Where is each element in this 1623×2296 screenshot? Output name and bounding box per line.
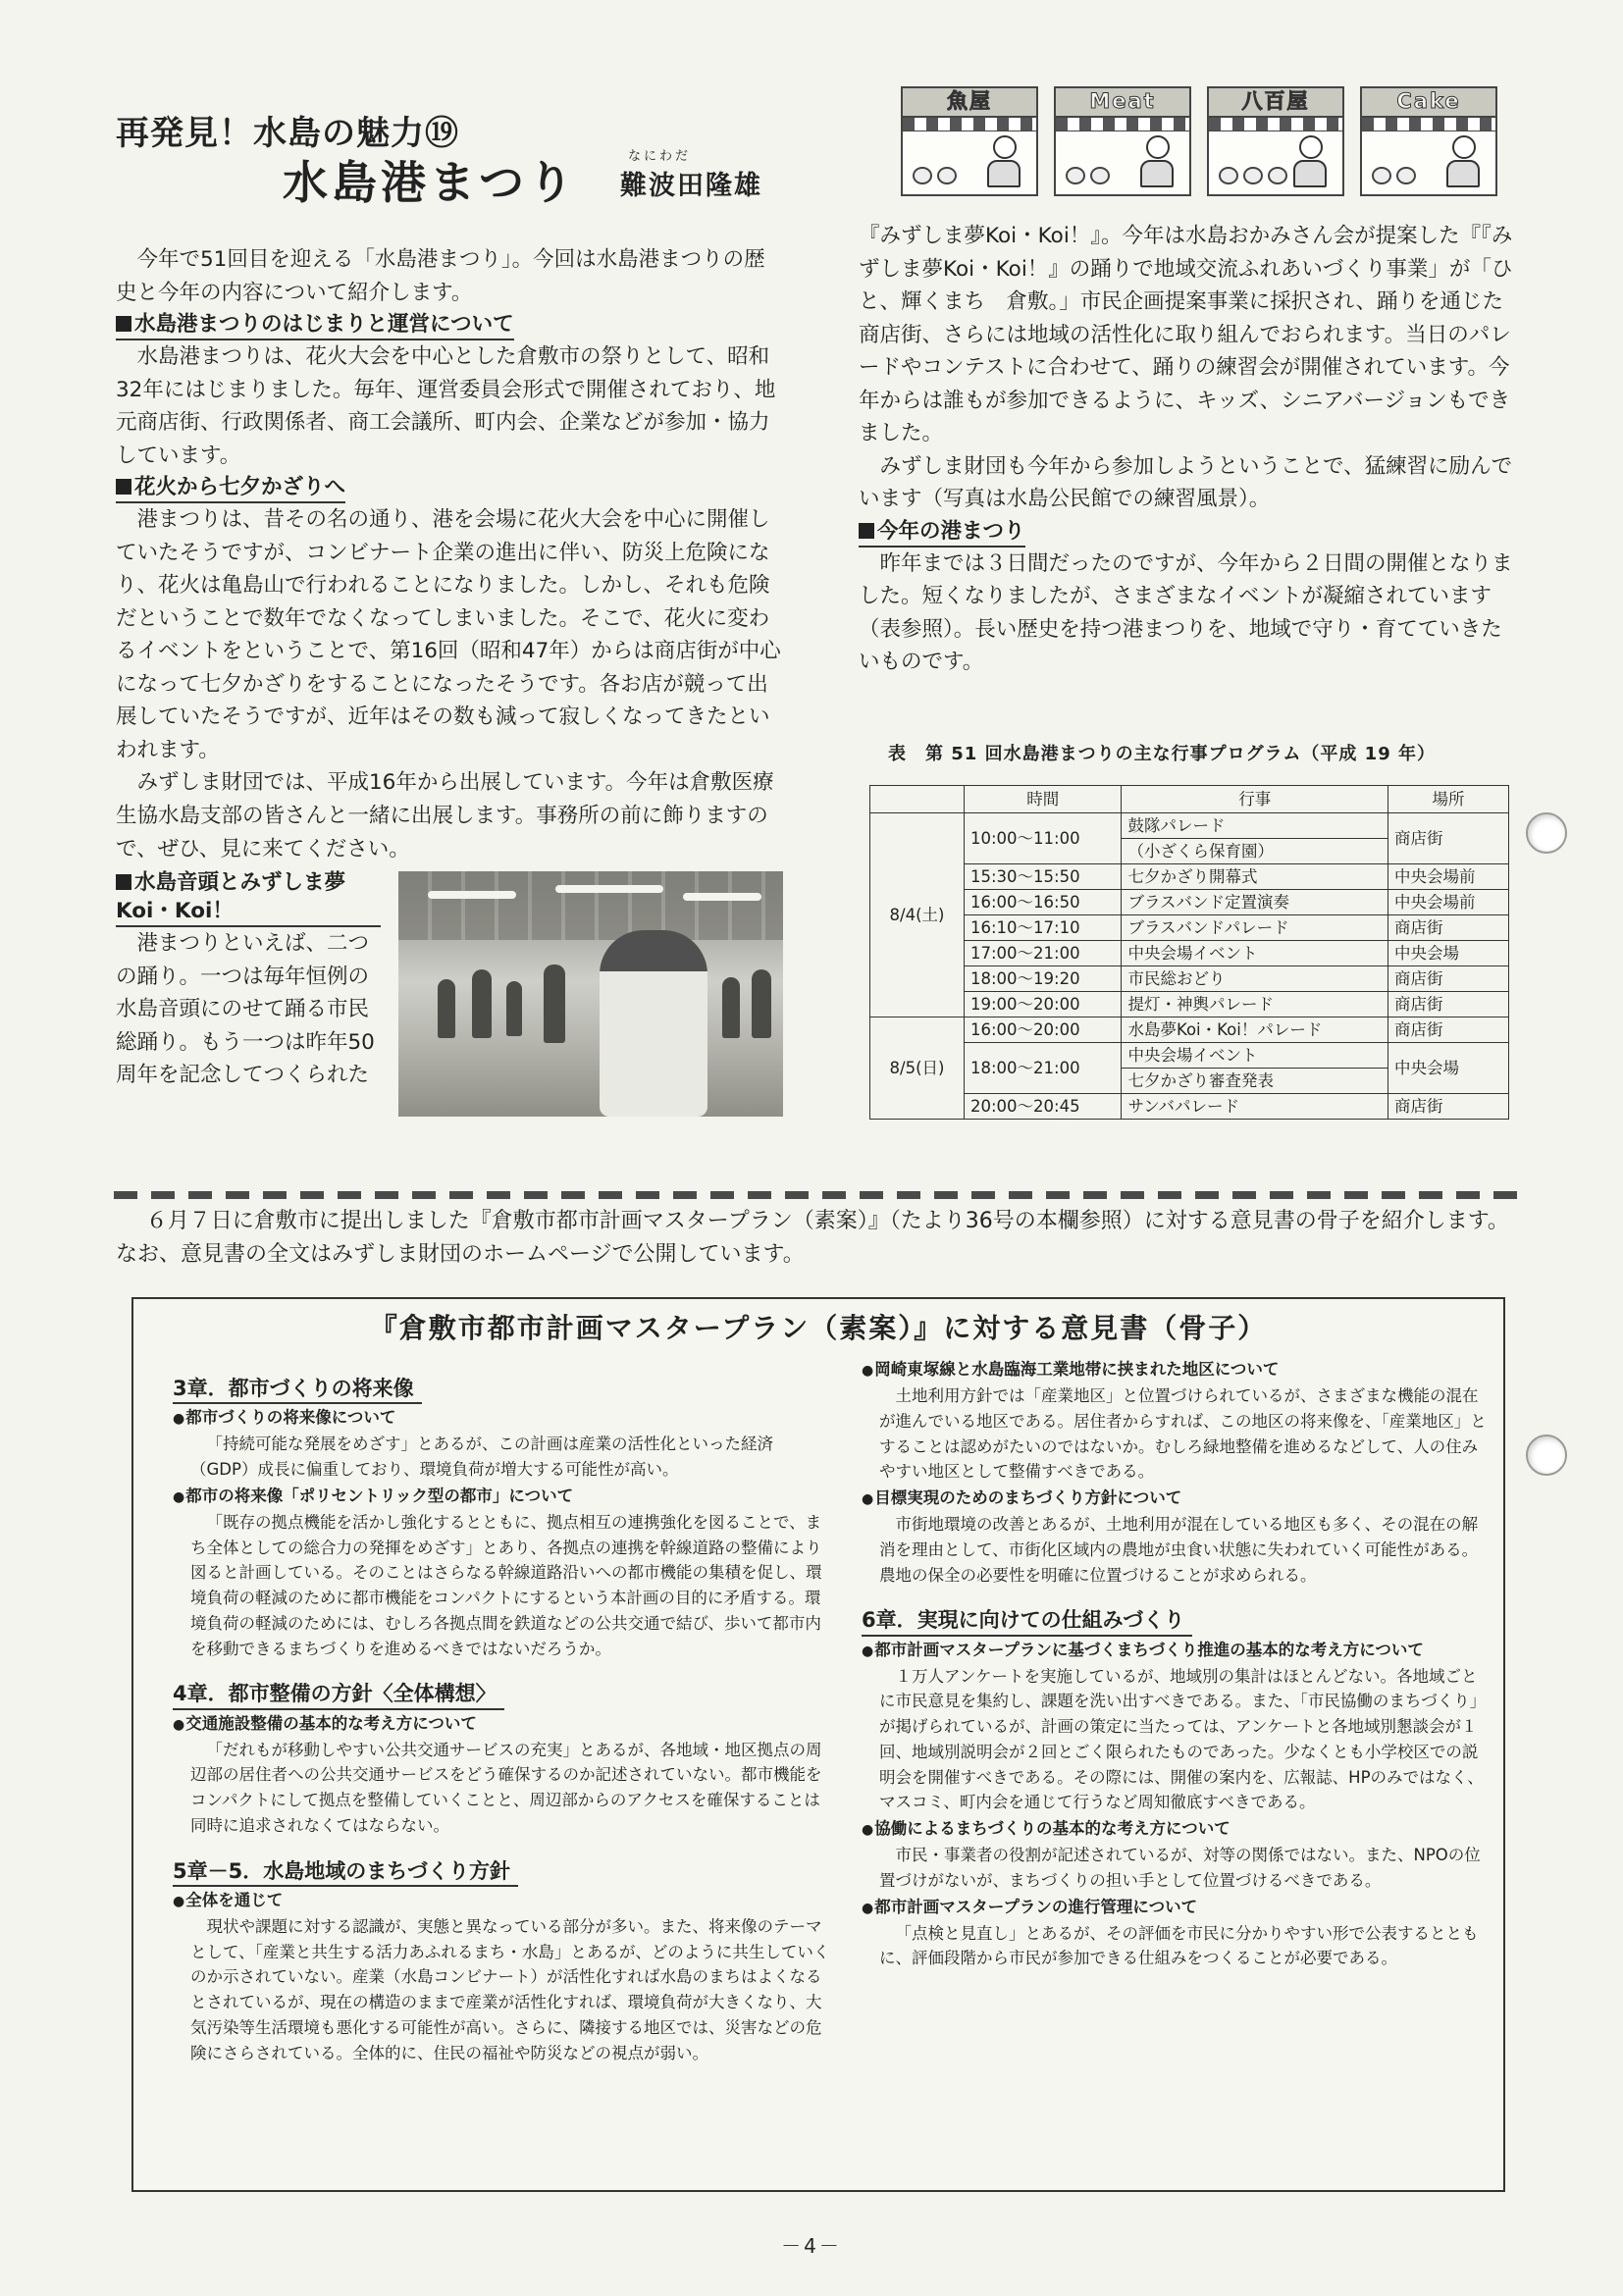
table-row (870, 813, 1509, 839)
bullet-body: １万人アンケートを実施しているが、地域別の集計はほとんどない。各地域ごとに市民意見を集約し、課題を洗い出すべきである。また、「市民協働のまちづくり」が掲げられているが、計画の策定に当たっては、アンケートと各地域別懇談会が１回、地域別説明会が２回とごく限られたものであった。少なくとも小学校区での説明会を開催すべきである。その際には、開催の案内を、広報誌、HPのみではなく、マスコミ、町内会を通じて行うなど周知徹底すべきである。 (879, 1666, 1487, 1812)
time-cell: 10:00～11:00 (965, 813, 1122, 864)
author-ruby: なにわだ (628, 149, 692, 164)
chapter-heading: 3章．都市づくりの将来像 (173, 1376, 422, 1404)
bullet-heading: ● 岡崎東塚線と水島臨海工業地帯に挟まれた地区について (862, 1356, 1490, 1383)
article-title: 水島港まつり (283, 156, 577, 209)
time-cell: 20:00～20:45 (965, 1094, 1122, 1120)
time-cell: 18:00～19:20 (965, 966, 1122, 992)
bullet-body: 「持続可能な発展をめざす」とあるが、この計画は産業の活性化といった経済（GDP）成長に偏重しており、環境負荷が増大する可能性が高い。 (190, 1435, 773, 1480)
place-cell: 商店街 (1388, 966, 1509, 992)
table-row (870, 941, 1509, 966)
paragraph: 昨年までは３日間だったのですが、今年から２日間の開催となりました。短くなりましたが、さまざまなイベントが凝縮されています（表参照）。長い歴史を持つ港まつりを、地域で守り・育てていきたいものです。 (859, 550, 1513, 675)
section-heading: 水島音頭とみずしま夢Koi・Koi！ (116, 868, 381, 927)
event-cell: 鼓隊パレード (1122, 813, 1388, 839)
event-sub-cell: （小ざくら保育園） (1122, 839, 1388, 864)
place-cell: 中央会場 (1388, 1043, 1509, 1094)
bullet-body: 市民・事業者の役割が記述されているが、対等の関係ではない。また、NPOの位置づけがないが、まちづくりの担い手として位置づけるべきである。 (879, 1846, 1481, 1890)
bullet-heading: ● 全体を通じて (173, 1887, 832, 1914)
author-block (620, 145, 762, 202)
shop-sign: 八百屋 (1209, 88, 1342, 118)
table-row (870, 1018, 1509, 1043)
table-row (870, 915, 1509, 941)
dashed-divider (114, 1191, 1527, 1199)
paragraph: 港まつりといえば、二つの踊り。一つは毎年恒例の水島音頭にのせて踊る市民総踊り。もう一つは昨年50周年を記念してつくられた (116, 931, 375, 1088)
binder-hole-icon (1526, 1435, 1567, 1476)
table-row (870, 864, 1509, 890)
event-cell: 中央会場イベント (1122, 1043, 1388, 1069)
place-cell: 商店街 (1388, 992, 1509, 1018)
event-cell: ブラスバンド定置演奏 (1122, 890, 1388, 915)
place-cell: 中央会場前 (1388, 890, 1509, 915)
chapter-heading: 5章－5．水島地域のまちづくり方針 (173, 1858, 518, 1887)
bullet-heading: ● 都市づくりの将来像について (173, 1404, 832, 1432)
bullet-body: 「だれもが移動しやすい公共交通サービスの充実」とあるが、各地域・地区拠点の周辺部の居住者への公共交通サービスをどう確保するのか記述されていない。都市機能をコンパクトにして拠点を整備していくことと、周辺部からのアクセスを確保することは同時に追求されなくてはならない。 (190, 1740, 822, 1835)
opinion-column-right (862, 1356, 1490, 1971)
page-number: －4－ (781, 2234, 842, 2258)
section-heading: 水島港まつりのはじまりと運営について (116, 310, 514, 340)
event-cell: サンバパレード (1122, 1094, 1388, 1120)
bullet-body: 現状や課題に対する認識が、実態と異なっている部分が多い。また、将来像のテーマとして、「産業と共生する活力あふれるまち・水島」とあるが、どのように共生していくのか示されていない。産業（水島コンビナート）が活性化すれば水島のまちはよくなるとされているが、現在の構造のままで産業が活性化すれば、環境負荷が大きくなり、大気汚染等生活環境も悪化する可能性が高い。さらに、隣接する地区では、災害などの危険にさらされている。全体的に、住民の福祉や防災などの視点が弱い。 (190, 1916, 830, 2062)
section-heading: 花火から七夕かざりへ (116, 473, 345, 503)
table-header-row (870, 786, 1509, 813)
time-cell: 17:00～21:00 (965, 941, 1122, 966)
opinion-column-left (173, 1376, 832, 2065)
meat-shop-illustration (1054, 86, 1191, 196)
greengrocer-illustration (1207, 86, 1344, 196)
date-cell: 8/5(日) (870, 1018, 965, 1120)
article-column-left (116, 243, 783, 1124)
cake-shop-illustration (1360, 86, 1497, 196)
opinion-title: 『倉敷市都市計画マスタープラン（素案）』に対する意見書（骨子） (369, 1312, 1268, 1344)
table-header: 時間 (965, 786, 1122, 813)
notice-intro: ６月７日に倉敷市に提出しました『倉敷市都市計画マスタープラン（素案）』（たより36号の本欄参照）に対する意見書の骨子を紹介します。なお、意見書の全文はみずしま財団のホームページで公開しています。 (116, 1209, 1509, 1268)
section-heading: 今年の港まつり (859, 517, 1025, 548)
bullet-heading: ● 都市計画マスタープランの進行管理について (862, 1894, 1490, 1921)
author-name: 難波田隆雄 (620, 171, 762, 201)
shop-sign: Meat (1056, 88, 1189, 118)
bullet-body: 土地利用方針では「産業地区」と位置づけられているが、さまざまな機能の混在が進んでいる地区である。居住者からすれば、この地区の将来像を、「産業地区」とすることは認めがたいのではないか。むしろ緑地整備を進めるなどして、人の住みやすい地区として整備すべきである。 (879, 1386, 1487, 1482)
event-cell: 提灯・神輿パレード (1122, 992, 1388, 1018)
table-header: 場所 (1388, 786, 1509, 813)
bullet-body: 「既存の拠点機能を活かし強化するとともに、拠点相互の連携強化を図ることで、まち全体としての総合力の発揮をめざす」とあり、各拠点の連携を幹線道路の整備により図ると計画している。そのことはさらなる幹線道路沿いへの都市機能の集積を促し、環境負荷の軽減のために都市機能をコンパクトにするという本計画の目的に矛盾する。環境負荷の軽減のためには、むしろ各拠点間を鉄道などの公共交通で結び、歩いて都市内を移動できるまちづくりを進めるべきではないだろうか。 (190, 1512, 822, 1658)
bullet-heading: ● 目標実現のためのまちづくり方針について (862, 1485, 1490, 1512)
event-cell: ブラスバンドパレード (1122, 915, 1388, 941)
article-column-right (859, 220, 1516, 679)
place-cell: 商店街 (1388, 1094, 1509, 1120)
table-row (870, 966, 1509, 992)
event-cell: 水島夢Koi・Koi！パレード (1122, 1018, 1388, 1043)
dance-practice-photo (398, 871, 783, 1117)
photo-wrap-block (116, 867, 783, 1124)
bullet-heading: ● 協働によるまちづくりの基本的な考え方について (862, 1815, 1490, 1843)
table-header: 行事 (1122, 786, 1388, 813)
table-row (870, 1094, 1509, 1120)
program-table (869, 785, 1509, 1120)
event-cell: 中央会場イベント (1122, 941, 1388, 966)
bullet-heading: ● 交通施設整備の基本的な考え方について (173, 1710, 832, 1738)
chapter-heading: 6章．実現に向けての仕組みづくり (862, 1607, 1192, 1636)
place-cell: 商店街 (1388, 915, 1509, 941)
place-cell: 商店街 (1388, 813, 1509, 864)
time-cell: 15:30～15:50 (965, 864, 1122, 890)
bullet-body: 「点検と見直し」とあるが、その評価を市民に分かりやすい形で公表するとともに、評価段階から市民が参加できる仕組みをつくることが必要である。 (879, 1923, 1479, 1968)
shop-sign: Cake (1362, 88, 1495, 118)
chapter-heading: 4章．都市整備の方針〈全体構想〉 (173, 1681, 504, 1709)
time-cell: 19:00～20:00 (965, 992, 1122, 1018)
table-caption: 表 第 51 回水島港まつりの主な行事プログラム（平成 19 年） (888, 744, 1436, 764)
place-cell: 中央会場 (1388, 941, 1509, 966)
table-row (870, 992, 1509, 1018)
event-cell: 市民総おどり (1122, 966, 1388, 992)
binder-hole-icon (1526, 812, 1567, 854)
paragraph: 港まつりは、昔その名の通り、港を会場に花火大会を中心に開催していたそうですが、コンビナート企業の進出に伴い、防災上危険になり、花火は亀島山で行われることになりました。しかし、それも危険だということで数年でなくなってしまいました。そこで、花火に変わるイベントをということで、第16回（昭和47年）からは商店街が中心になって七夕かざりをすることになったそうです。各お店が競って出展していたそうですが、近年はその数も減って寂しくなってきたといわれます。 (116, 507, 781, 762)
paragraph: みずしま財団では、平成16年から出展しています。今年は倉敷医療生協水島支部の皆さんと一緒に出展します。事務所の前に飾りますので、ぜひ、見に来てください。 (116, 770, 774, 861)
time-cell: 16:00～20:00 (965, 1018, 1122, 1043)
place-cell: 商店街 (1388, 1018, 1509, 1043)
bullet-body: 市街地環境の改善とあるが、土地利用が混在している地区も多く、その混在の解消を理由として、市街化区域内の農地が虫食い状態に失われていく可能性がある。農地の保全の必要性を明確に位置づけることが求められる。 (879, 1515, 1479, 1585)
paragraph: 水島港まつりは、花火大会を中心とした倉敷市の祭りとして、昭和32年にはじまりました。毎年、運営委員会形式で開催されており、地元商店街、行政関係者、商工会議所、町内会、企業などが参加・協力しています。 (116, 344, 776, 468)
bullet-heading: ● 都市計画マスタープランに基づくまちづくり推進の基本的な考え方について (862, 1637, 1490, 1664)
time-cell: 16:00～16:50 (965, 890, 1122, 915)
paragraph: 『みずしま夢Koi・Koi！』。今年は水島おかみさん会が提案した『『みずしま夢Koi・Koi！』の踊りで地域交流ふれあいづくり事業」が「ひと、輝くまち 倉敷。」市民企画提案事業に採択され、踊りを通じた商店街、さらには地域の活性化に取り組んでおられます。当日のパレードやコンテストに合わせて、踊りの練習会が開催されています。今年からは誰もが参加できるように、キッズ、シニアバージョンもできました。 (859, 224, 1513, 446)
time-cell: 18:00～21:00 (965, 1043, 1122, 1094)
opinion-box (131, 1297, 1505, 2192)
shop-sign: 魚屋 (903, 88, 1036, 118)
date-cell: 8/4(土) (870, 813, 965, 1018)
event-cell: 七夕かざり審査発表 (1122, 1069, 1388, 1094)
series-title: 再発見！水島の魅力⑲ (116, 114, 459, 153)
article-intro: 今年で51回目を迎える「水島港まつり」。今回は水島港まつりの歴史と今年の内容について紹介します。 (116, 247, 765, 305)
table-header-blank (870, 786, 965, 813)
fish-shop-illustration (901, 86, 1038, 196)
table-row (870, 890, 1509, 915)
place-cell: 中央会場前 (1388, 864, 1509, 890)
table-row (870, 1043, 1509, 1069)
time-cell: 16:10～17:10 (965, 915, 1122, 941)
bullet-heading: ● 都市の将来像「ポリセントリック型の都市」について (173, 1483, 832, 1510)
shop-illustrations (901, 86, 1499, 196)
event-cell: 七夕かざり開幕式 (1122, 864, 1388, 890)
paragraph: みずしま財団も今年から参加しようということで、猛練習に励んでいます（写真は水島公民館での練習風景）。 (859, 453, 1513, 512)
